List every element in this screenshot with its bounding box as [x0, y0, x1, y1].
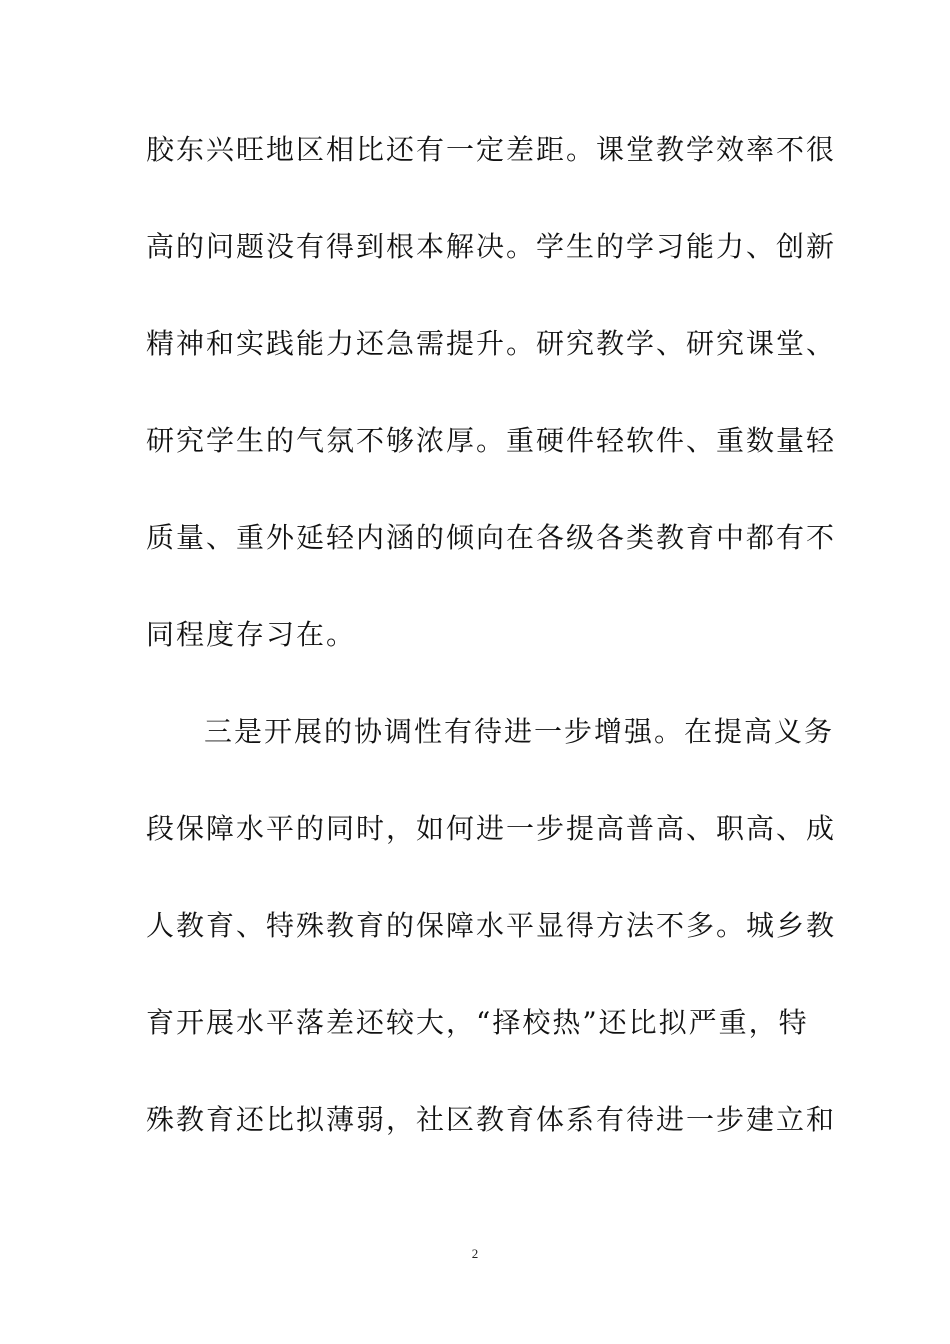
text-line-8: 段保障水平的同时，如何进一步提高普高、职高、成 — [146, 812, 837, 845]
page-number: 2 — [471, 1246, 479, 1261]
text-line-1: 胶东兴旺地区相比还有一定差距。课堂教学效率不很 — [146, 133, 837, 166]
text-line-5: 质量、重外延轻内涵的倾向在各级各类教育中都有不 — [146, 521, 837, 554]
text-line-4: 研究学生的气氛不够浓厚。重硬件轻软件、重数量轻 — [146, 424, 837, 457]
text-line-7: 三是开展的协调性有待进一步增强。在提高义务 — [204, 715, 835, 748]
text-line-2: 高的问题没有得到根本解决。学生的学习能力、创新 — [146, 230, 837, 263]
text-line-6: 同程度存习在。 — [146, 618, 357, 651]
text-line-11: 殊教育还比拟薄弱，社区教育体系有待进一步建立和 — [146, 1103, 837, 1136]
body-text — [146, 126, 837, 1193]
text-line-10: 育开展水平落差还较大，“择校热”还比拟严重，特 — [146, 1006, 809, 1039]
text-line-3: 精神和实践能力还急需提升。研究教学、研究课堂、 — [146, 327, 837, 360]
text-line-9: 人教育、特殊教育的保障水平显得方法不多。城乡教 — [146, 909, 837, 942]
